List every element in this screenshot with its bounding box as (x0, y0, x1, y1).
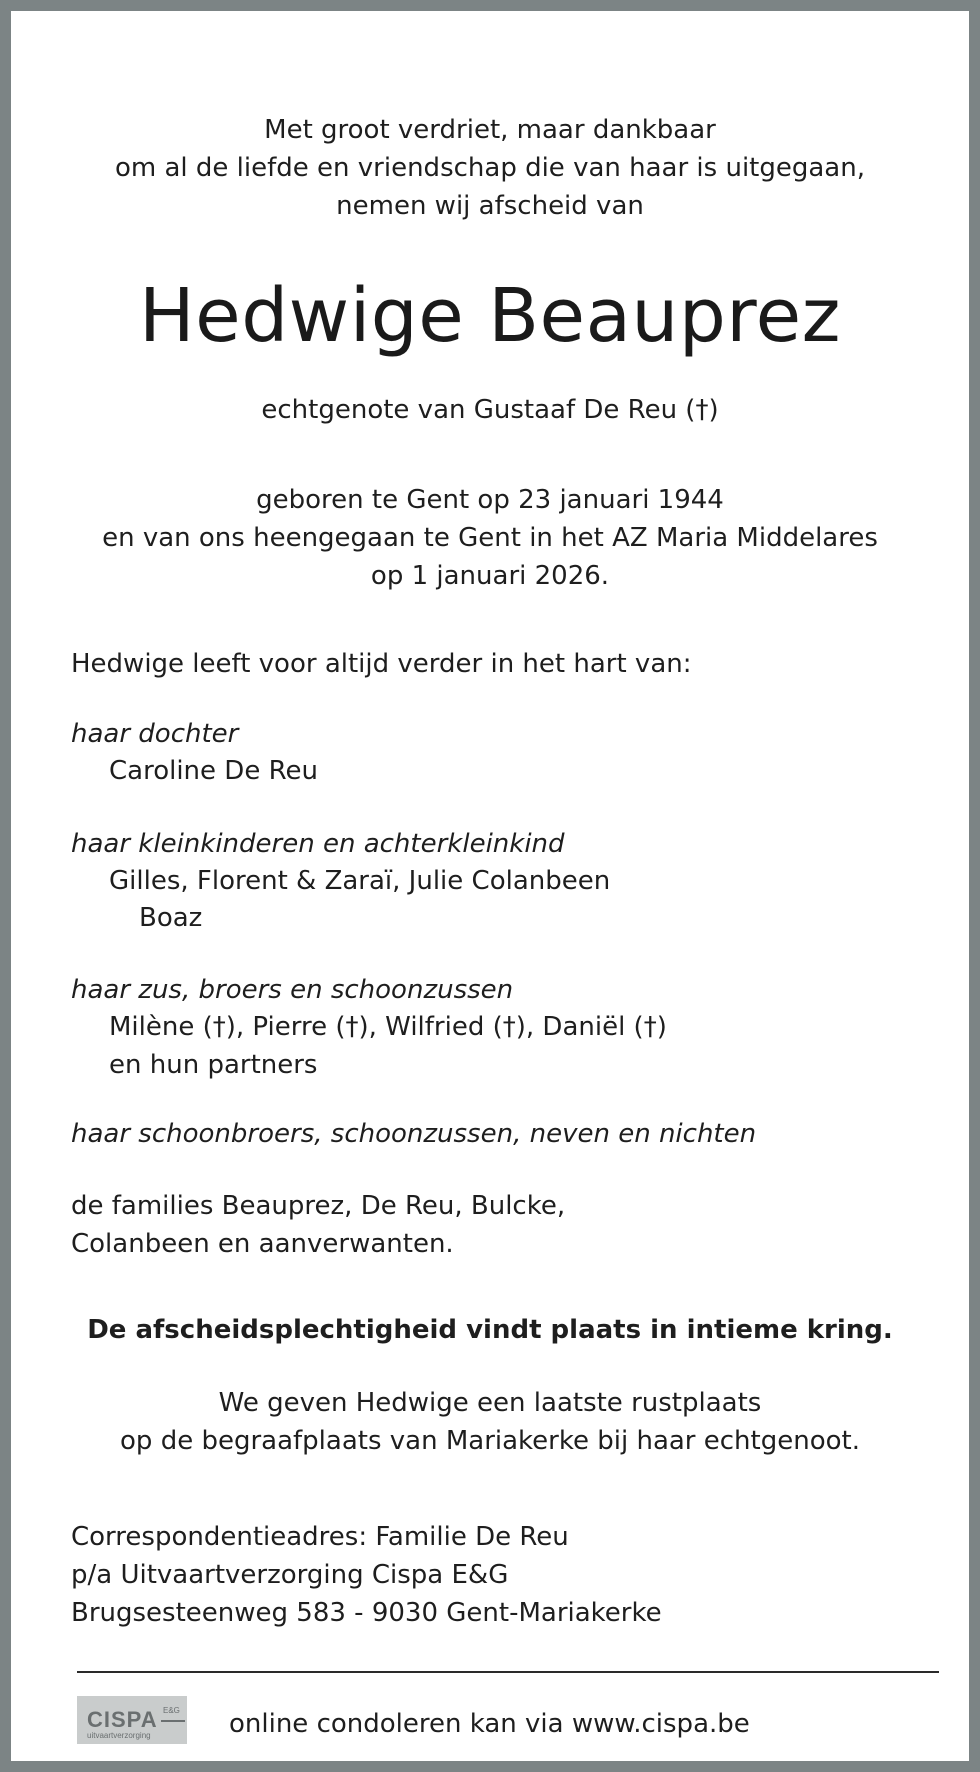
cispa-logo-text: CISPA (87, 1707, 158, 1732)
deceased-name: Hedwige Beauprez (139, 273, 841, 359)
birth-line: geboren te Gent op 23 januari 1944 (256, 485, 724, 515)
families-text (71, 1187, 565, 1263)
grandchildren-names: Gilles, Florent & Zaraï, Julie Colanbeen (109, 866, 611, 896)
lives-on-line: Hedwige leeft voor altijd verder in het hart van: (71, 649, 692, 679)
daughter-name: Caroline De Reu (109, 756, 318, 786)
ceremony-notice: De afscheidsplechtigheid vindt plaats in intieme kring. (87, 1315, 893, 1345)
intro-line-3: nemen wij afscheid van (336, 191, 644, 221)
resting-place-text (11, 1384, 969, 1460)
siblings-names: Milène (†), Pierre (†), Wilfried (†), Daniël (†) (109, 1012, 667, 1042)
spouse-line: echtgenote van Gustaaf De Reu (†) (261, 395, 719, 425)
intro-line-2: om al de liefde en vriendschap die van haar is uitgegaan, (115, 153, 865, 183)
birth-death-text (11, 481, 969, 595)
families-line-2: Colanbeen en aanverwanten. (71, 1229, 454, 1259)
condolence-link-text[interactable]: online condoleren kan via www.cispa.be (229, 1709, 750, 1739)
correspondence-line-1: Correspondentieadres: Familie De Reu (71, 1522, 569, 1552)
death-line: en van ons heengegaan te Gent in het AZ Maria Middelares (102, 523, 878, 553)
resting-place-line-1: We geven Hedwige een laatste rustplaats (218, 1388, 762, 1418)
cispa-logo-superscript: E&G (163, 1706, 180, 1715)
correspondence-line-3: Brugsesteenweg 583 - 9030 Gent-Mariakerke (71, 1598, 662, 1628)
great-grandchild-name: Boaz (139, 903, 203, 933)
correspondence-line-2: p/a Uitvaartverzorging Cispa E&G (71, 1560, 509, 1590)
cispa-logo (77, 1696, 187, 1744)
siblings-heading: haar zus, broers en schoonzussen (71, 975, 514, 1005)
footer-divider (77, 1671, 939, 1673)
resting-place-line-2: op de begraafplaats van Mariakerke bij haar echtgenoot. (120, 1426, 860, 1456)
inlaws-heading: haar schoonbroers, schoonzussen, neven en nichten (71, 1119, 757, 1149)
cispa-logo-subtext: uitvaartverzorging (87, 1731, 151, 1740)
cispa-logo-line (161, 1720, 185, 1722)
intro-line-1: Met groot verdriet, maar dankbaar (264, 115, 716, 145)
death-date-line: op 1 januari 2026. (370, 561, 610, 591)
correspondence-address (71, 1518, 662, 1632)
intro-text (11, 111, 969, 225)
families-line-1: de families Beauprez, De Reu, Bulcke, (71, 1191, 566, 1221)
daughter-heading: haar dochter (71, 719, 239, 749)
grandchildren-heading: haar kleinkinderen en achterkleinkind (71, 829, 565, 859)
siblings-partners: en hun partners (109, 1050, 318, 1080)
